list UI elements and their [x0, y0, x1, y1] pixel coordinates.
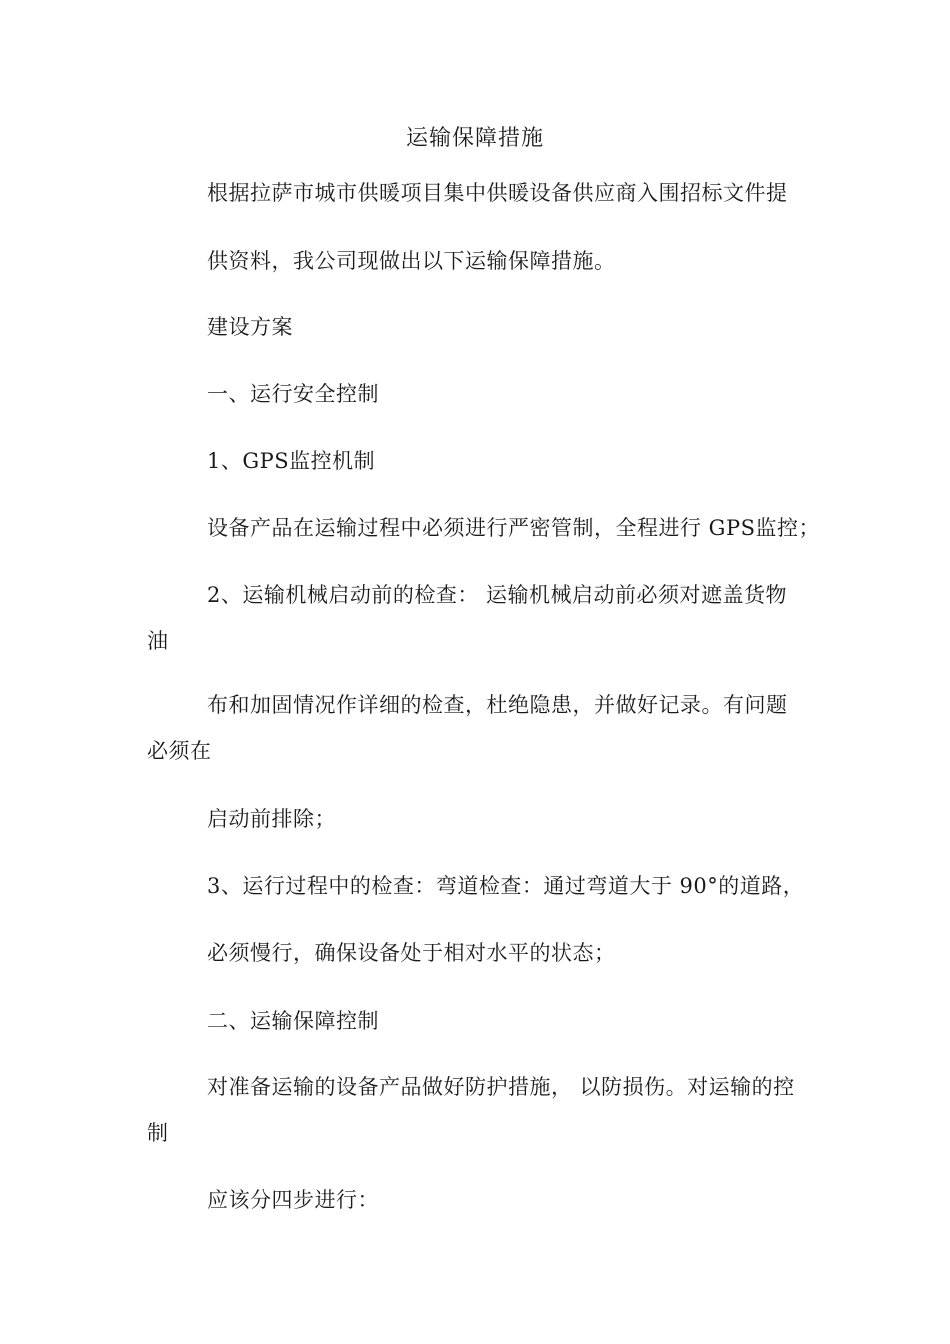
paragraph-line: 启动前排除； — [207, 807, 336, 831]
paragraph-line: 设备产品在运输过程中必须进行严密管制，全程进行 GPS监控； — [207, 516, 820, 540]
section-heading: 一、运行安全控制 — [207, 382, 379, 406]
section-heading: 二、运输保障控制 — [207, 1009, 379, 1033]
paragraph-line: 油 — [147, 629, 169, 653]
document-title: 运输保障措施 — [405, 126, 544, 151]
section-heading: 建设方案 — [207, 315, 293, 339]
paragraph-line: 对准备运输的设备产品做好防护措施， 以防损伤。对运输的控 — [207, 1075, 795, 1099]
paragraph-line: 2、运输机械启动前的检查： 运输机械启动前必须对遮盖货物 — [207, 583, 788, 607]
paragraph-line: 制 — [147, 1121, 169, 1145]
subsection-heading: 1、GPS监控机制 — [207, 449, 376, 473]
paragraph-line: 3、运行过程中的检查：弯道检查：通过弯道大于 90°的道路， — [207, 874, 805, 898]
paragraph-line: 根据拉萨市城市供暖项目集中供暖设备供应商入围招标文件提 — [207, 181, 788, 205]
paragraph-line: 供资料，我公司现做出以下运输保障措施。 — [207, 249, 616, 273]
paragraph-line: 必须在 — [147, 739, 212, 763]
paragraph-line: 应该分四步进行： — [207, 1188, 379, 1212]
paragraph-line: 布和加固情况作详细的检查，杜绝隐患，并做好记录。有问题 — [207, 693, 788, 717]
paragraph-line: 必须慢行，确保设备处于相对水平的状态； — [207, 941, 616, 965]
